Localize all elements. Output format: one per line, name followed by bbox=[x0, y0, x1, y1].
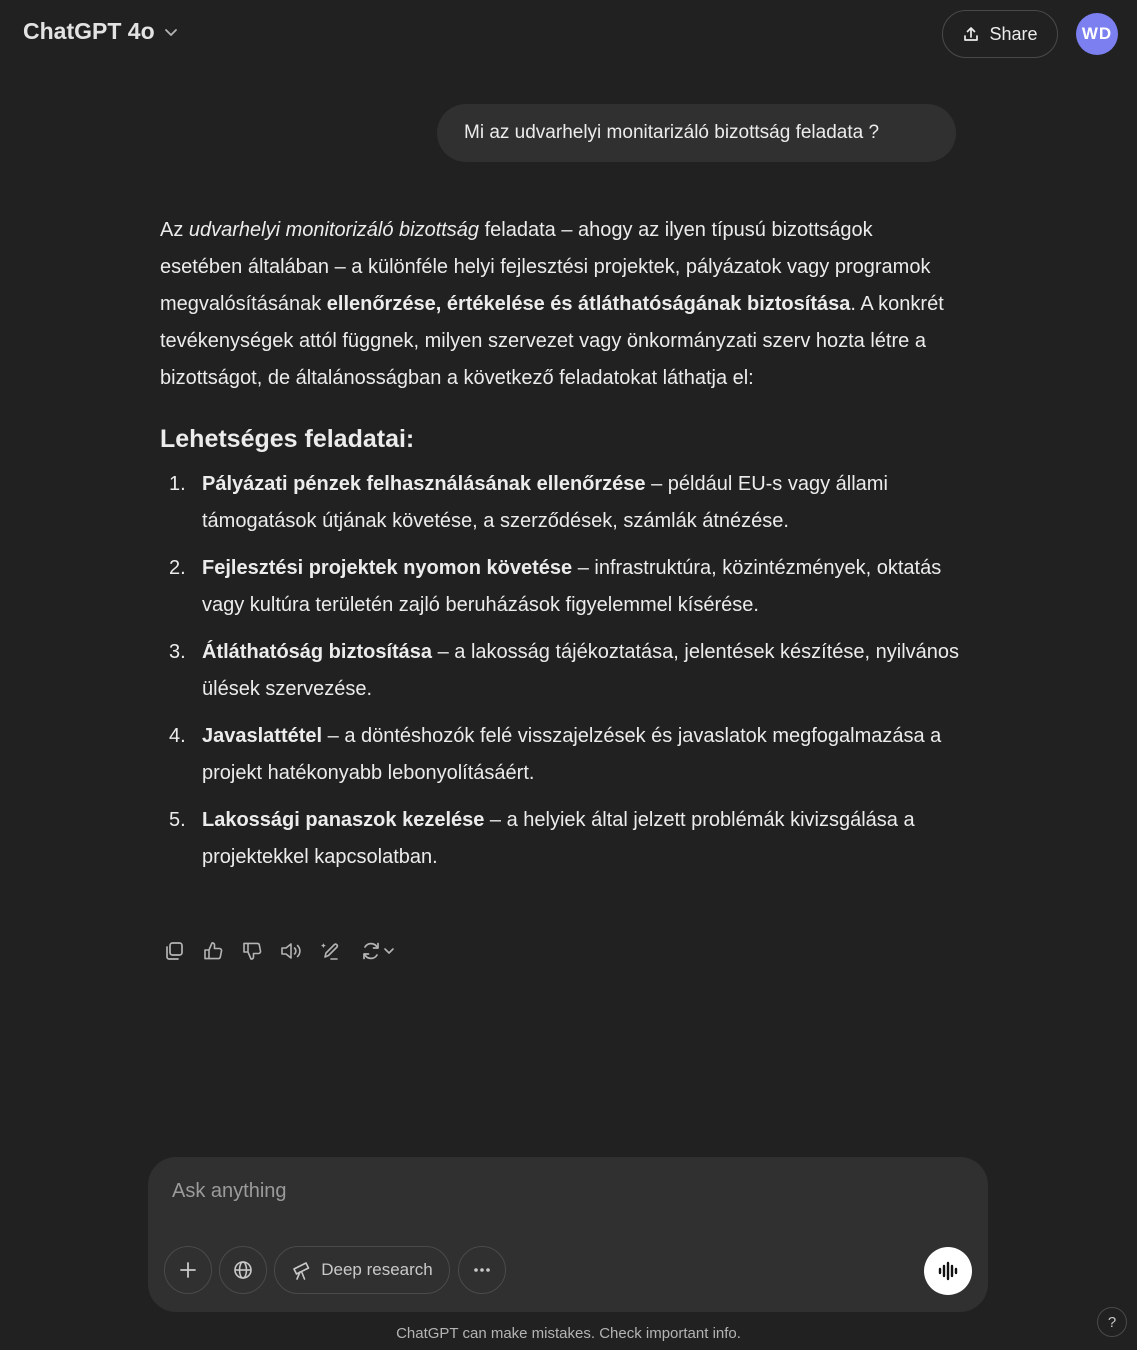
thumbs-up-icon bbox=[202, 940, 224, 962]
regenerate-icon bbox=[360, 940, 382, 962]
voice-mode-button[interactable] bbox=[924, 1247, 972, 1295]
globe-icon bbox=[232, 1259, 254, 1281]
attach-button[interactable] bbox=[164, 1246, 212, 1294]
intro-strong: ellenőrzése, értékelése és átláthatóságának biztosítása bbox=[326, 293, 851, 315]
chevron-down-icon bbox=[163, 24, 179, 40]
list-item-text: – a döntéshozók felé visszajelzések és javaslatok megfogalmazása a projekt hatékonyabb lebonyolításáért. bbox=[202, 725, 942, 784]
list-number: 4. bbox=[169, 725, 186, 747]
task-list bbox=[160, 466, 960, 876]
user-message-bubble bbox=[437, 104, 956, 162]
list-number: 5. bbox=[169, 809, 186, 831]
list-item-text: – infrastruktúra, közintézmények, oktatás vagy kultúra területén zajló beruházások figyelemmel kísérése. bbox=[202, 557, 942, 616]
list-item-title: Átláthatóság biztosítása bbox=[202, 641, 433, 663]
list-item bbox=[160, 802, 960, 876]
copy-icon bbox=[163, 940, 185, 962]
list-item-title: Pályázati pénzek felhasználásának ellenőrzése bbox=[202, 473, 646, 495]
deep-research-label: Deep research bbox=[321, 1260, 433, 1279]
prompt-input[interactable] bbox=[170, 1175, 934, 1207]
share-icon bbox=[962, 25, 980, 43]
intro-text-2: feladata – ahogy az ilyen típusú bizottságok esetében általában – a különféle helyi fejlesztési projektek, pályázatok vagy programok megvalósításának bbox=[160, 219, 931, 315]
search-web-button[interactable] bbox=[219, 1246, 267, 1294]
list-item-title: Javaslattétel bbox=[202, 725, 323, 747]
avatar[interactable]: WD bbox=[1076, 13, 1118, 55]
copy-button[interactable] bbox=[161, 937, 186, 965]
list-number: 3. bbox=[169, 641, 186, 663]
answer-intro bbox=[160, 212, 960, 397]
more-tools-button[interactable] bbox=[458, 1246, 506, 1294]
list-item bbox=[160, 718, 960, 792]
intro-emphasis: udvarhelyi monitorizáló bizottság bbox=[188, 219, 480, 241]
list-number: 2. bbox=[169, 557, 186, 579]
share-label: Share bbox=[989, 23, 1038, 44]
thumbs-down-icon bbox=[241, 940, 263, 962]
edit-icon bbox=[319, 940, 341, 962]
list-item bbox=[160, 466, 960, 540]
assistant-message bbox=[160, 212, 960, 886]
model-selector[interactable] bbox=[23, 18, 179, 45]
good-response-button[interactable] bbox=[200, 937, 225, 965]
chevron-down-icon bbox=[382, 944, 396, 958]
share-button[interactable] bbox=[942, 10, 1058, 58]
list-item-text: – például EU-s vagy állami támogatások útjának követése, a szerződések, számlák átnézése. bbox=[202, 473, 888, 532]
disclaimer: ChatGPT can make mistakes. Check important info. bbox=[396, 1325, 741, 1342]
plus-icon bbox=[178, 1260, 198, 1280]
voice-waveform-icon bbox=[936, 1259, 960, 1283]
regenerate-button[interactable] bbox=[356, 937, 400, 965]
list-item-title: Fejlesztési projektek nyomon követése bbox=[202, 557, 573, 579]
list-item-text: – a helyiek által jelzett problémák kivizsgálása a projektekkel kapcsolatban. bbox=[202, 809, 915, 868]
list-item-text: – a lakosság tájékoztatása, jelentések készítése, nyilvános ülések szervezése. bbox=[202, 641, 960, 700]
top-bar bbox=[0, 0, 1137, 68]
list-item bbox=[160, 550, 960, 624]
list-number: 1. bbox=[169, 473, 186, 495]
message-actions bbox=[161, 937, 400, 965]
model-title: ChatGPT 4o bbox=[23, 18, 155, 44]
composer bbox=[148, 1157, 988, 1312]
answer-heading: Lehetséges feladatai: bbox=[160, 425, 415, 453]
list-item bbox=[160, 634, 960, 708]
deep-research-button[interactable] bbox=[274, 1246, 450, 1294]
more-horizontal-icon bbox=[471, 1259, 493, 1281]
read-aloud-icon bbox=[279, 940, 303, 962]
list-item-title: Lakossági panaszok kezelése bbox=[202, 809, 485, 831]
help-button[interactable]: ? bbox=[1097, 1307, 1127, 1337]
telescope-icon bbox=[291, 1259, 313, 1281]
intro-text-1: Az bbox=[160, 219, 189, 241]
intro-text-3: . A konkrét tevékenységek attól függnek, milyen szervezet vagy önkormányzati szerv hozta létre a bizottságot, de általánosságban a következő feladatokat láthatja el: bbox=[160, 293, 944, 389]
bad-response-button[interactable] bbox=[239, 937, 264, 965]
read-aloud-button[interactable] bbox=[278, 937, 303, 965]
edit-in-canvas-button[interactable] bbox=[317, 937, 342, 965]
user-message-text: Mi az udvarhelyi monitarizáló bizottság feladata ? bbox=[464, 122, 880, 143]
